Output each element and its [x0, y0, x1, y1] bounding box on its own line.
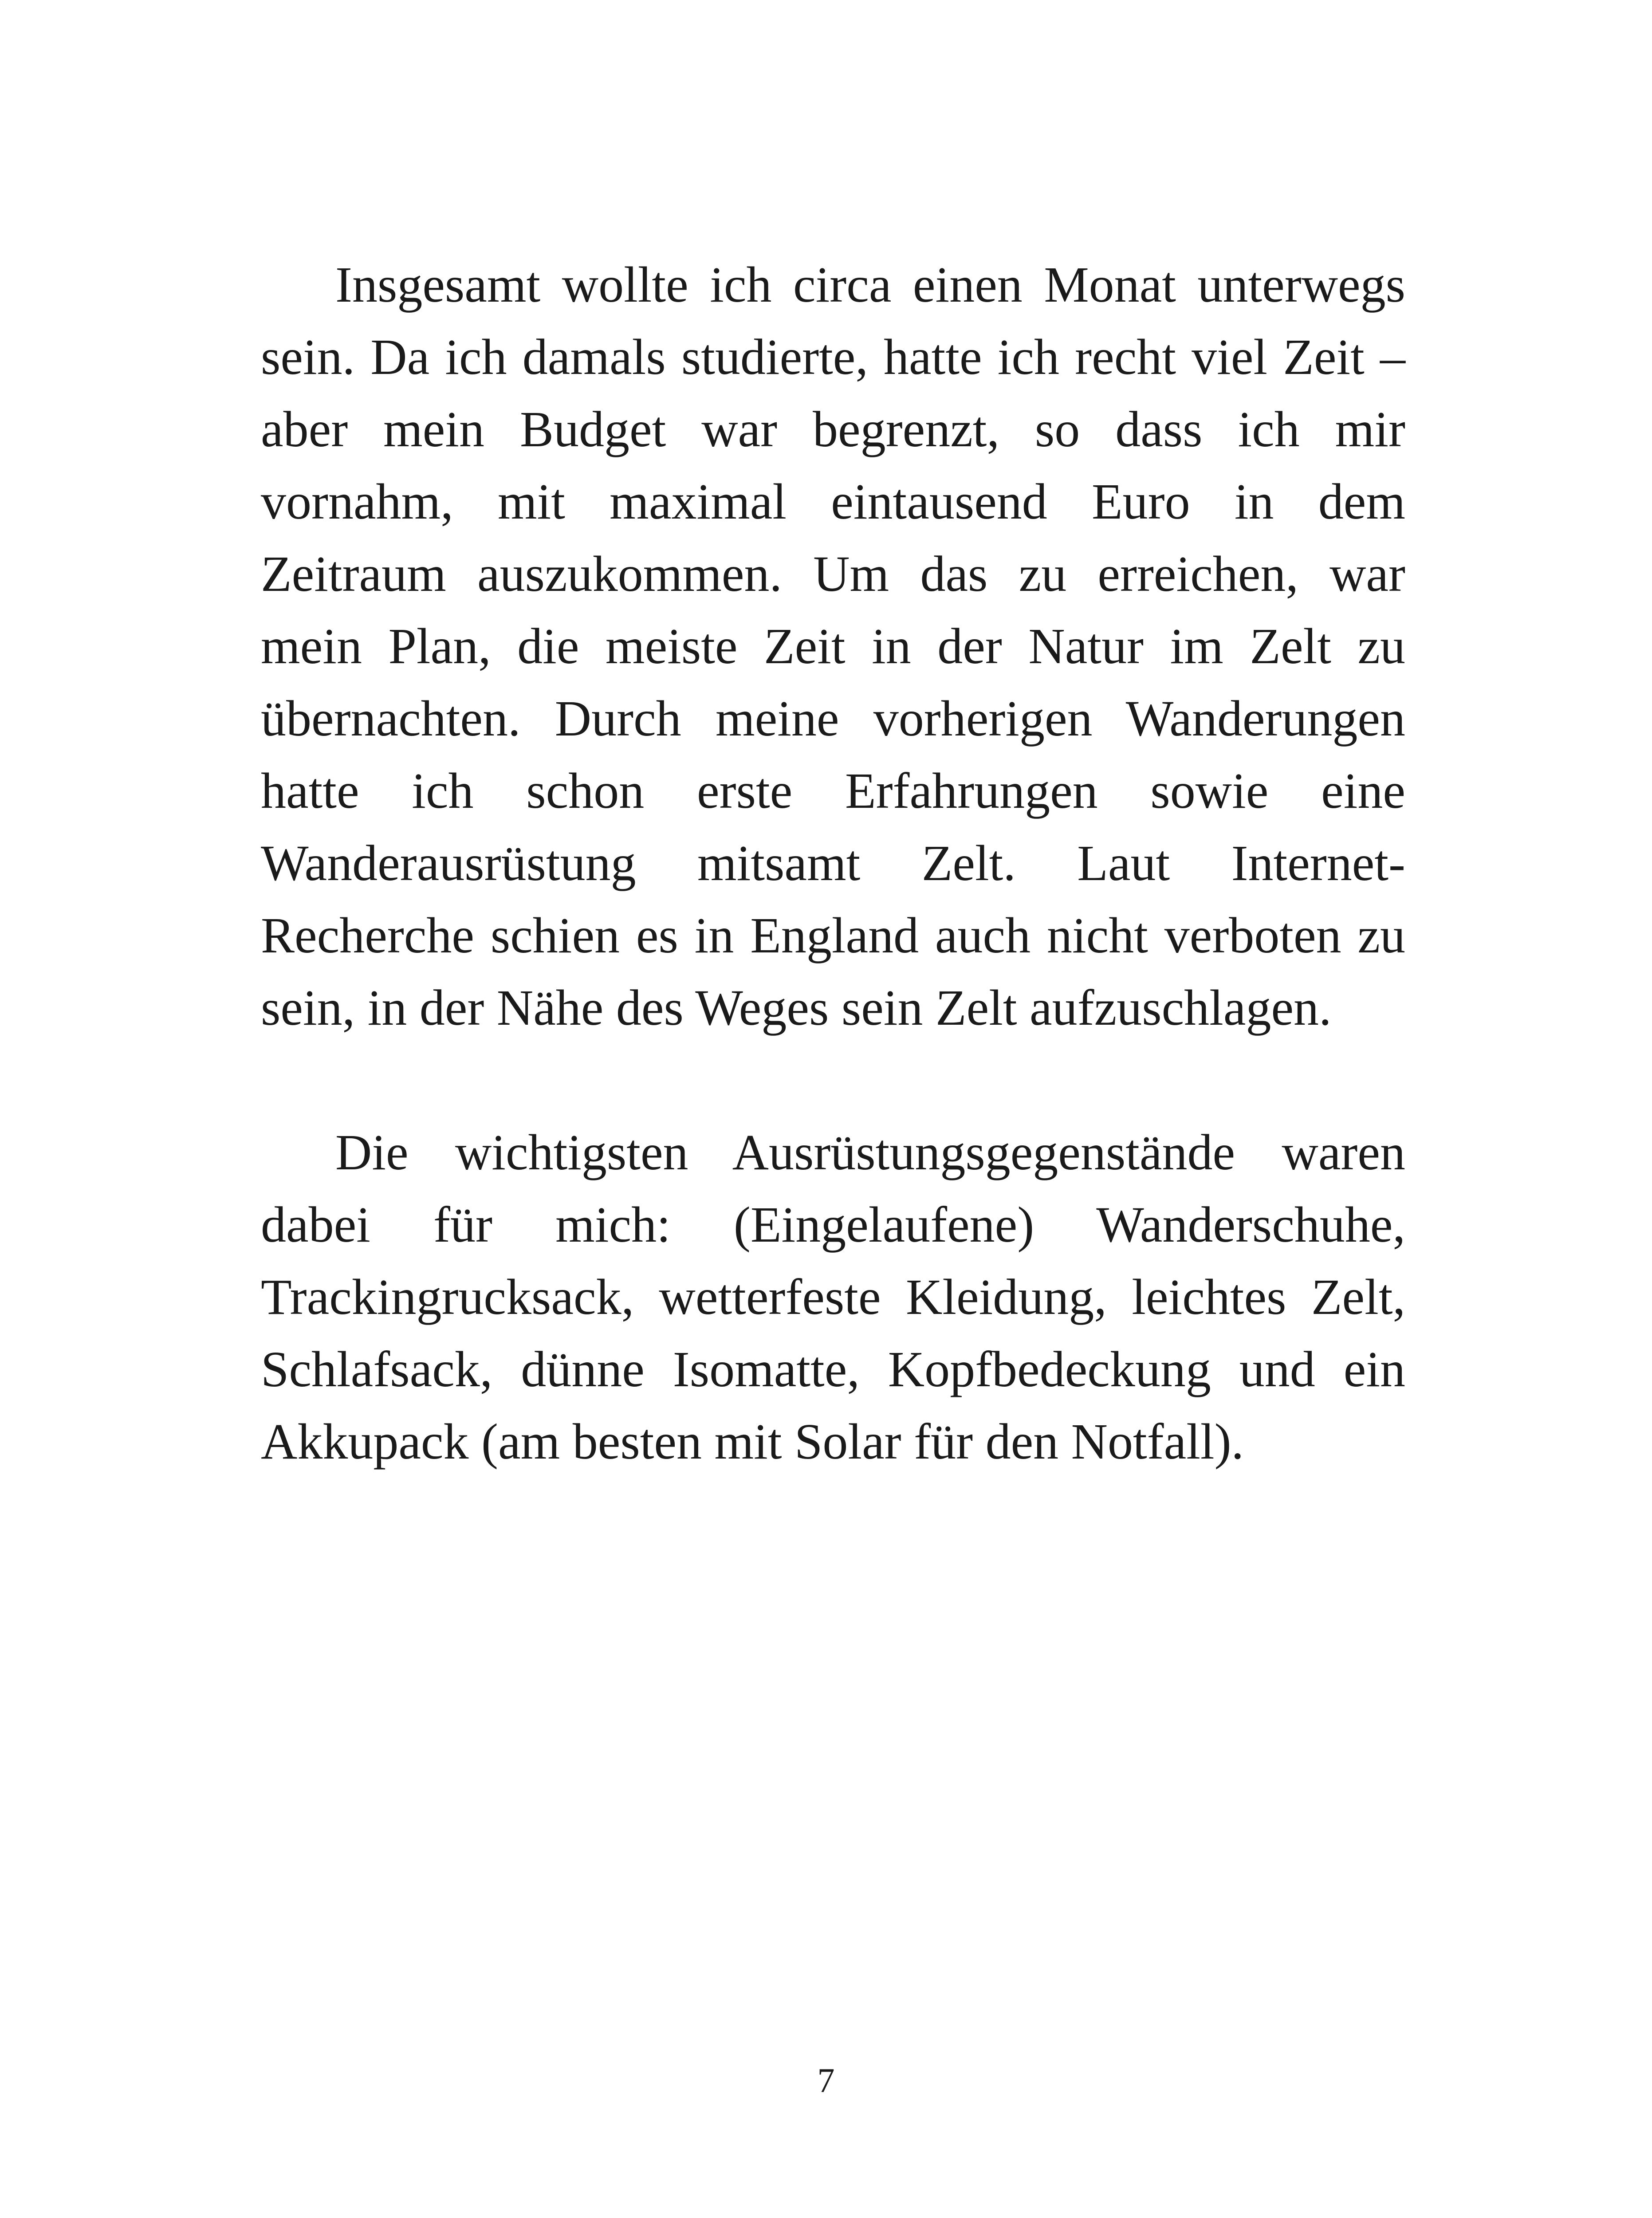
paragraph-2: Die wichtigsten Ausrüstungsgegenstände waren dabei für mich: (Eingelaufene) Wanderschuhe, Trackingrucksack, wetterfeste Kleidung, leichtes Zelt, Schlafsack, dünne Isomatte, Kopfbedeckung und ein Akkupack (am besten mit Solar für den Notfall). [261, 1124, 1405, 1470]
body-text [261, 248, 1405, 1478]
page-number: 7 [817, 2061, 835, 2100]
paragraph-1: Insgesamt wollte ich circa einen Monat unterwegs sein. Da ich damals studierte, hatte ich recht viel Zeit – aber mein Budget war begrenzt, so dass ich mir vornahm, mit maximal eintausend Euro in dem Zeitraum auszukommen. Um das zu erreichen, war mein Plan, die meiste Zeit in der Natur im Zelt zu übernachten. Durch meine vorherigen Wanderungen hatte ich schon erste Erfahrungen sowie eine Wanderausrüstung mitsamt Zelt. Laut Internet-Recherche schien es in England auch nicht verboten zu sein, in der Nähe des Weges sein Zelt aufzuschlagen. [261, 256, 1405, 1036]
